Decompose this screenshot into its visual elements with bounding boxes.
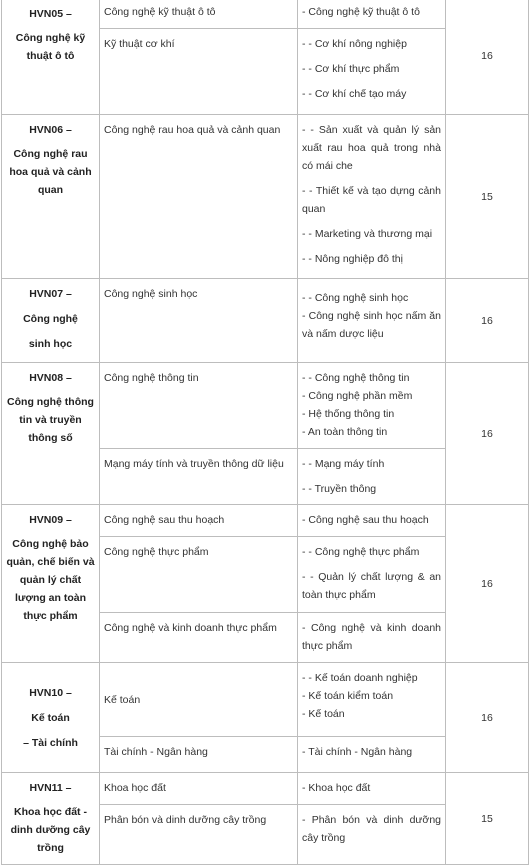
spec-cell bbox=[298, 0, 446, 29]
group-code-cell bbox=[2, 0, 100, 115]
group-title: – Tài chính bbox=[23, 736, 78, 749]
group-code: HVN05 – bbox=[29, 8, 72, 20]
group-title: Công nghệ kỹ thuật ô tô bbox=[15, 32, 86, 62]
spec-item: - Phân bón và dinh dưỡng cây trồng bbox=[302, 814, 441, 844]
spec-cell bbox=[298, 279, 446, 363]
spec-item: - - Kế toán doanh nghiệp bbox=[302, 672, 418, 684]
program-table bbox=[1, 0, 529, 865]
group-code-cell bbox=[2, 279, 100, 363]
spec-cell bbox=[298, 663, 446, 737]
spec-item: - - Công nghệ thông tin bbox=[302, 372, 410, 384]
spec-item: - Kế toán bbox=[302, 708, 345, 720]
table-row bbox=[2, 0, 529, 29]
spec-item: - Công nghệ kỹ thuật ô tô bbox=[302, 6, 420, 18]
spec-cell bbox=[298, 29, 446, 115]
spec-item: - An toàn thông tin bbox=[302, 426, 388, 438]
spec-cell bbox=[298, 449, 446, 505]
group-title: Công nghệ thông tin và truyền thông số bbox=[7, 396, 94, 444]
spec-item: - - Nông nghiệp đô thị bbox=[302, 253, 403, 265]
spec-item: - - Công nghệ sinh học bbox=[302, 292, 409, 304]
spec-item: - Công nghệ sau thu hoạch bbox=[302, 514, 429, 526]
spec-cell bbox=[298, 613, 446, 663]
major-name: Công nghệ và kinh doanh thực phẩm bbox=[100, 613, 298, 663]
table-row bbox=[2, 279, 529, 363]
spec-item: - Hệ thống thông tin bbox=[302, 408, 395, 420]
spec-item: - - Truyền thông bbox=[302, 483, 377, 495]
quota-cell: 16 bbox=[446, 0, 529, 115]
quota-cell: 15 bbox=[446, 115, 529, 279]
major-name: Công nghệ sau thu hoạch bbox=[100, 505, 298, 537]
major-name: Phân bón và dinh dưỡng cây trồng bbox=[100, 805, 298, 865]
group-code-cell bbox=[2, 663, 100, 773]
group-code-cell bbox=[2, 115, 100, 279]
spec-item: - - Marketing và thương mại bbox=[302, 228, 433, 240]
group-title: sinh học bbox=[28, 338, 73, 350]
table-row bbox=[2, 773, 529, 805]
group-code: HVN09 – bbox=[29, 514, 72, 526]
spec-cell bbox=[298, 505, 446, 537]
spec-item: - Khoa học đất bbox=[302, 782, 371, 794]
spec-item: - - Cơ khí thực phẩm bbox=[302, 63, 400, 75]
table-row bbox=[2, 505, 529, 537]
table-row bbox=[2, 363, 529, 449]
group-code-cell bbox=[2, 773, 100, 865]
quota-cell: 16 bbox=[446, 363, 529, 505]
spec-item: - Tài chính - Ngân hàng bbox=[302, 746, 413, 758]
spec-cell bbox=[298, 363, 446, 449]
group-title: Công nghệ rau hoa quả và cảnh quan bbox=[9, 148, 92, 196]
spec-item: - Kế toán kiểm toán bbox=[302, 690, 394, 702]
group-code: HVN08 – bbox=[29, 372, 72, 384]
spec-item: - - Mạng máy tính bbox=[302, 458, 385, 470]
spec-cell bbox=[298, 805, 446, 865]
group-code: HVN11 – bbox=[29, 782, 72, 794]
table-row bbox=[2, 663, 529, 737]
quota-cell: 16 bbox=[446, 663, 529, 773]
quota-cell: 16 bbox=[446, 279, 529, 363]
group-code-cell bbox=[2, 363, 100, 505]
spec-item: - Công nghệ phần mềm bbox=[302, 390, 413, 402]
spec-cell bbox=[298, 115, 446, 279]
spec-item: - - Cơ khí nông nghiệp bbox=[302, 38, 407, 50]
spec-item: - - Sản xuất và quản lý sản xuất rau hoa quả trong nhà có mái che bbox=[302, 124, 441, 172]
group-title: Công nghệ bảo quản, chế biến và quản lý chất lượng an toàn thực phẩm bbox=[6, 538, 95, 622]
group-title: Công nghệ bbox=[23, 313, 78, 325]
major-name: Mạng máy tính và truyền thông dữ liệu bbox=[100, 449, 298, 505]
major-name: Tài chính - Ngân hàng bbox=[100, 737, 298, 773]
spec-item: - - Cơ khí chế tạo máy bbox=[302, 88, 407, 100]
spec-cell bbox=[298, 773, 446, 805]
quota-cell: 15 bbox=[446, 773, 529, 865]
group-title: Khoa học đất - dinh dưỡng cây trồng bbox=[10, 806, 91, 854]
spec-item: - Công nghệ sinh học nấm ăn và nấm dược liệu bbox=[302, 310, 441, 340]
major-name: Công nghệ sinh học bbox=[100, 279, 298, 363]
major-name: Công nghệ rau hoa quả và cảnh quan bbox=[100, 115, 298, 279]
spec-cell bbox=[298, 537, 446, 613]
group-title: Kế toán bbox=[31, 711, 70, 724]
spec-item: - - Quản lý chất lượng & an toàn thực phẩm bbox=[302, 571, 441, 601]
major-name: Công nghệ thực phẩm bbox=[100, 537, 298, 613]
spec-item: - - Thiết kế và tạo dựng cảnh quan bbox=[302, 185, 441, 215]
group-code: HVN07 – bbox=[29, 288, 72, 300]
major-name: Công nghệ thông tin bbox=[100, 363, 298, 449]
major-name: Kế toán bbox=[100, 663, 298, 737]
spec-item: - Công nghệ và kinh doanh thực phẩm bbox=[302, 622, 441, 652]
major-name: Công nghệ kỹ thuật ô tô bbox=[100, 0, 298, 29]
group-code: HVN10 – bbox=[29, 686, 72, 699]
spec-item: - - Công nghệ thực phẩm bbox=[302, 546, 420, 558]
group-code: HVN06 – bbox=[29, 124, 72, 136]
spec-cell bbox=[298, 737, 446, 773]
table-row bbox=[2, 115, 529, 279]
major-name: Khoa học đất bbox=[100, 773, 298, 805]
group-code-cell bbox=[2, 505, 100, 663]
quota-cell: 16 bbox=[446, 505, 529, 663]
major-name: Kỹ thuật cơ khí bbox=[100, 29, 298, 115]
